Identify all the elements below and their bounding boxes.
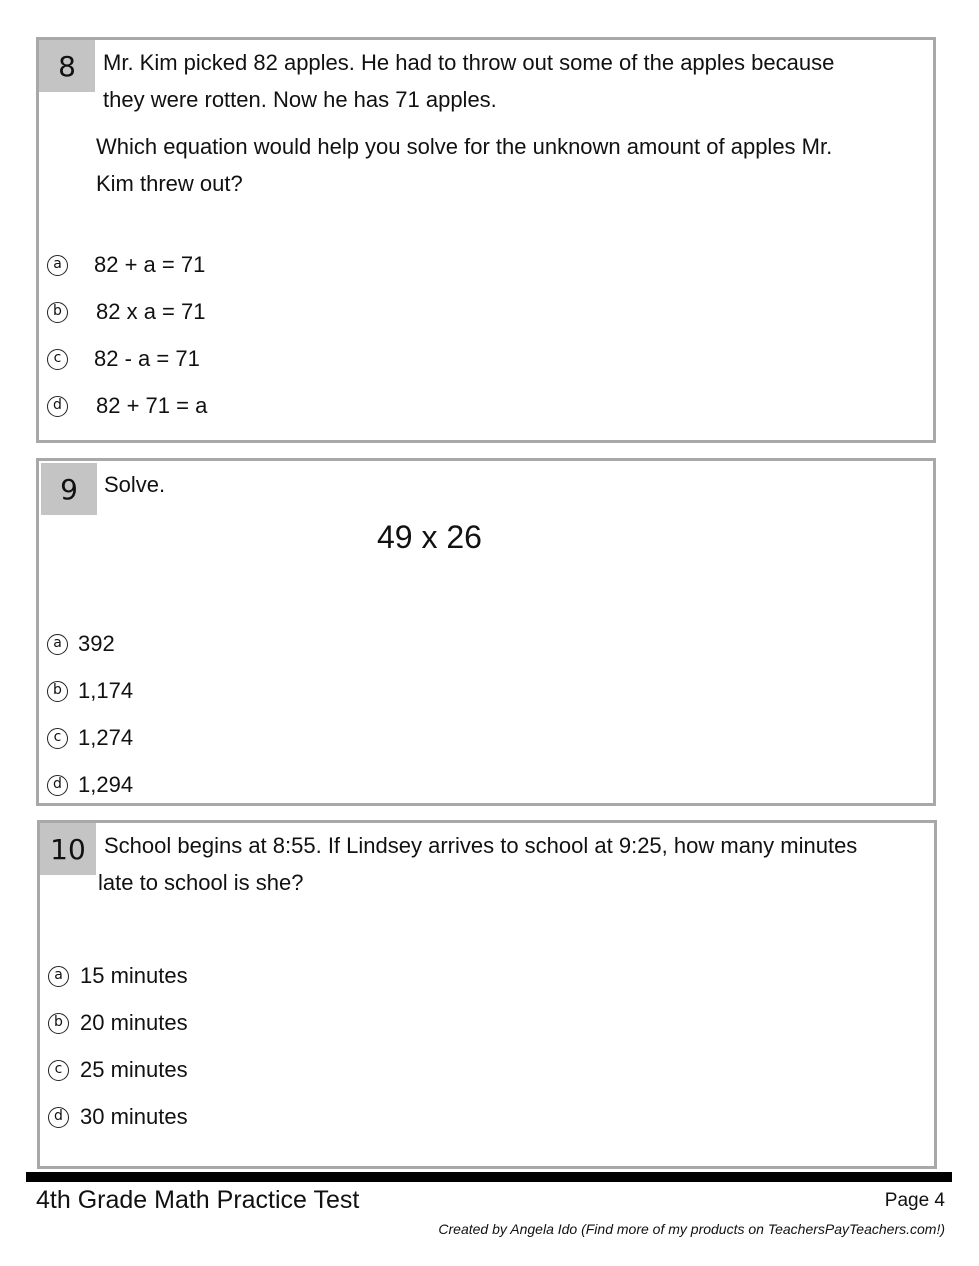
answer-bubble-d[interactable]: d [48, 1107, 69, 1128]
question-number: 8 [39, 40, 95, 92]
page-number: Page 4 [884, 1190, 945, 1211]
answer-bubble-c[interactable]: c [48, 1060, 69, 1081]
answer-choice-text: 30 minutes [80, 1104, 188, 1129]
answer-choice-text: 82 - a = 71 [94, 346, 200, 371]
answer-choice-text: 82 x a = 71 [96, 299, 206, 324]
question-number: 9 [41, 463, 97, 515]
question-8-box [36, 37, 936, 443]
answer-choice-c[interactable] [48, 1057, 188, 1083]
answer-choice-text: 25 minutes [80, 1057, 188, 1082]
question-text [98, 827, 858, 901]
question-text [103, 44, 834, 118]
footer-title: 4th Grade Math Practice Test [36, 1186, 360, 1214]
question-text-line: School begins at 8:55. If Lindsey arrives to school at 9:25, how many minutes [104, 833, 858, 858]
answer-choice-text: 392 [78, 631, 115, 656]
answer-choice-text: 15 minutes [80, 963, 188, 988]
answer-choice-text: 82 + 71 = a [96, 393, 208, 418]
question-text-line: late to school is she? [98, 870, 304, 895]
footer-credit: Created by Angela Ido (Find more of my products on TeachersPayTeachers.com!) [438, 1221, 945, 1237]
footer-divider [26, 1172, 952, 1182]
answer-bubble-a[interactable]: a [47, 255, 68, 276]
question-text-line: they were rotten. Now he has 71 apples. [103, 87, 497, 112]
question-text-line: Solve. [104, 472, 166, 497]
answer-bubble-d[interactable]: d [47, 396, 68, 417]
answer-choice-text: 1,174 [78, 678, 134, 703]
answer-bubble-b[interactable]: b [47, 681, 68, 702]
answer-choice-c[interactable] [47, 725, 133, 751]
answer-choice-text: 1,274 [78, 725, 134, 750]
answer-bubble-c[interactable]: c [47, 728, 68, 749]
answer-choice-a[interactable] [47, 252, 205, 278]
question-text-line: Mr. Kim picked 82 apples. He had to throw out some of the apples because [103, 50, 835, 75]
answer-choice-b[interactable] [47, 299, 205, 325]
question-prompt [96, 128, 832, 202]
answer-bubble-a[interactable]: a [48, 966, 69, 987]
answer-bubble-b[interactable]: b [48, 1013, 69, 1034]
answer-choice-b[interactable] [47, 678, 133, 704]
answer-choice-d[interactable] [47, 393, 207, 419]
question-text [104, 466, 165, 503]
question-number: 10 [40, 823, 96, 875]
answer-choice-text: 1,294 [78, 772, 134, 797]
answer-bubble-d[interactable]: d [47, 775, 68, 796]
answer-choice-text: 20 minutes [80, 1010, 188, 1035]
answer-bubble-c[interactable]: c [47, 349, 68, 370]
math-expression: 49 x 26 [377, 519, 482, 555]
question-10-box [37, 820, 937, 1169]
answer-choice-a[interactable] [47, 631, 115, 657]
question-prompt-line: Which equation would help you solve for the unknown amount of apples Mr. [96, 134, 833, 159]
answer-choice-d[interactable] [48, 1104, 188, 1130]
answer-choice-b[interactable] [48, 1010, 188, 1036]
answer-choice-d[interactable] [47, 772, 133, 798]
answer-bubble-b[interactable]: b [47, 302, 68, 323]
answer-choice-a[interactable] [48, 963, 188, 989]
question-9-box [36, 458, 936, 806]
question-prompt-line: Kim threw out? [96, 171, 243, 196]
answer-bubble-a[interactable]: a [47, 634, 68, 655]
answer-choice-c[interactable] [47, 346, 200, 372]
answer-choice-text: 82 + a = 71 [94, 252, 206, 277]
